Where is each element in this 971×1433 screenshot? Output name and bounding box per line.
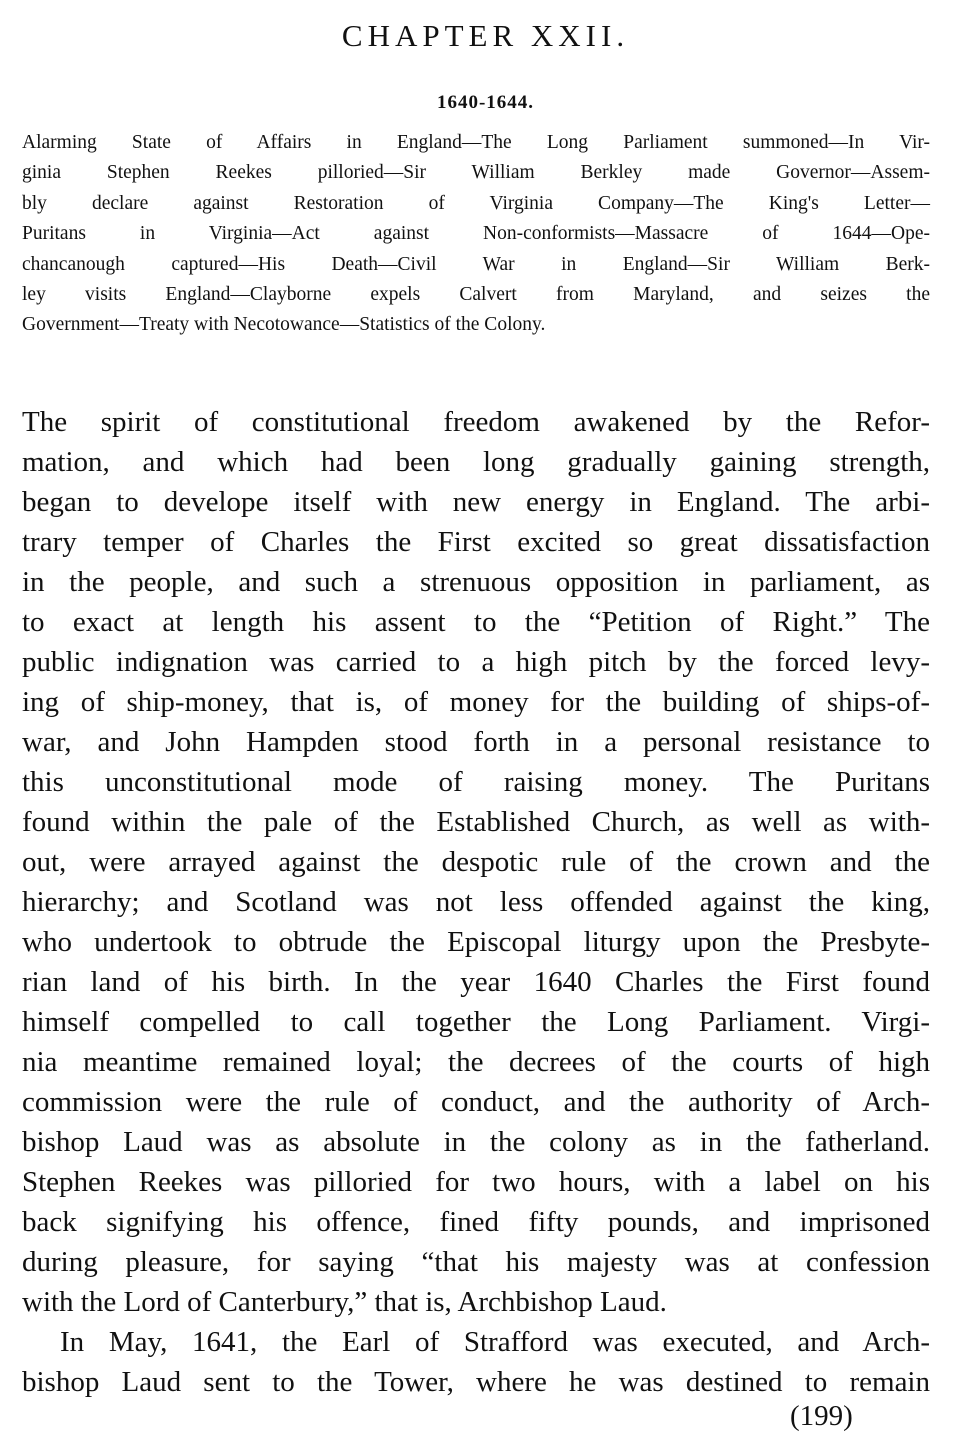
paragraph-line: war, and John Hampden stood forth in a personal resistance to xyxy=(22,726,930,758)
paragraph-line: In May, 1641, the Earl of Strafford was executed, and Arch- xyxy=(60,1326,930,1358)
paragraph-line: this unconstitutional mode of raising money. The Puritans xyxy=(22,766,930,798)
paragraph-line: rian land of his birth. In the year 1640 Charles the First found xyxy=(22,966,930,998)
summary-line: ley visits England—Clayborne expels Calvert from Maryland, and seizes the xyxy=(22,284,930,306)
summary-line: Government—Treaty with Necotowance—Statistics of the Colony. xyxy=(22,314,546,336)
summary-line: Puritans in Virginia—Act against Non-conformists—Massacre of 1644—Ope- xyxy=(22,223,930,245)
paragraph-line: in the people, and such a strenuous opposition in parliament, as xyxy=(22,566,930,598)
paragraph-line: The spirit of constitutional freedom awakened by the Refor- xyxy=(22,406,930,438)
chapter-summary xyxy=(22,128,930,341)
paragraph-line: bishop Laud sent to the Tower, where he was destined to remain xyxy=(22,1366,930,1398)
summary-line: Alarming State of Affairs in England—The Long Parliament summoned—In Vir- xyxy=(22,132,930,153)
paragraph-line: out, were arrayed against the despotic rule of the crown and the xyxy=(22,846,930,878)
body-text xyxy=(22,402,930,1402)
paragraph-line: commission were the rule of conduct, and the authority of Arch- xyxy=(22,1086,930,1118)
summary-line: bly declare against Restoration of Virginia Company—The King's Letter— xyxy=(22,192,930,214)
paragraph-line: himself compelled to call together the Long Parliament. Virgi- xyxy=(22,1006,930,1038)
page-number: (199) xyxy=(790,1400,853,1432)
chapter-title: CHAPTER XXII. xyxy=(341,18,630,53)
paragraph-line: to exact at length his assent to the “Petition of Right.” The xyxy=(22,606,930,638)
summary-line: chancanough captured—His Death—Civil War in England—Sir William Berk- xyxy=(22,253,930,275)
paragraph-line: bishop Laud was as absolute in the colony as in the fatherland. xyxy=(22,1126,930,1158)
paragraph-line: began to develope itself with new energy in England. The arbi- xyxy=(22,486,930,518)
paragraph-line: nia meantime remained loyal; the decrees of the courts of high xyxy=(22,1046,930,1078)
paragraph-line: back signifying his offence, fined fifty pounds, and imprisoned xyxy=(22,1206,930,1238)
paragraph-line: public indignation was carried to a high pitch by the forced levy- xyxy=(22,646,930,678)
paragraph-line: with the Lord of Canterbury,” that is, Archbishop Laud. xyxy=(22,1286,667,1318)
paragraph-line: hierarchy; and Scotland was not less offended against the king, xyxy=(22,886,930,918)
paragraph-line: mation, and which had been long gradually gaining strength, xyxy=(22,446,930,478)
paragraph-line: during pleasure, for saying “that his majesty was at confession xyxy=(22,1246,930,1278)
paragraph-line: found within the pale of the Established Church, as well as with- xyxy=(22,806,930,838)
summary-line: ginia Stephen Reekes pilloried—Sir William Berkley made Governor—Assem- xyxy=(22,162,930,184)
paragraph-line: Stephen Reekes was pilloried for two hours, with a label on his xyxy=(22,1166,930,1198)
paragraph-line: who undertook to obtrude the Episcopal liturgy upon the Presbyte- xyxy=(22,926,930,958)
paragraph-line: trary temper of Charles the First excited so great dissatisfaction xyxy=(22,526,930,558)
chapter-dates: 1640-1644. xyxy=(436,92,535,113)
paragraph-line: ing of ship-money, that is, of money for the building of ships-of- xyxy=(22,686,930,718)
